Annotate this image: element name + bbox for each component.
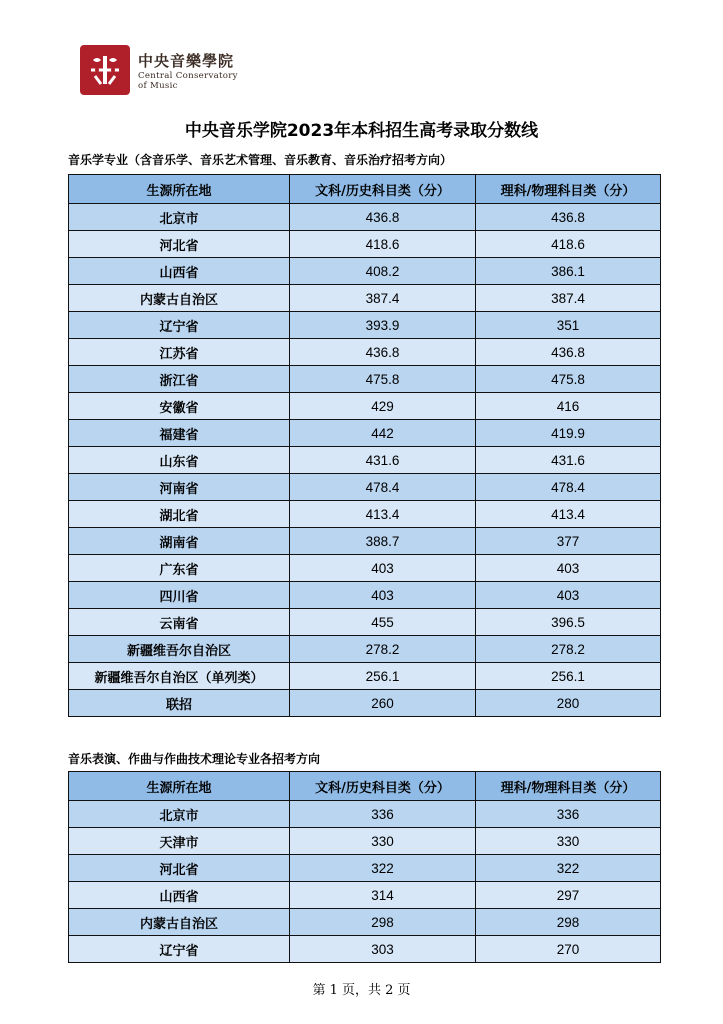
liberal-arts-score-cell: 298 (290, 909, 476, 936)
science-score-cell: 351 (476, 312, 661, 339)
science-score-cell: 475.8 (476, 366, 661, 393)
liberal-arts-score-cell: 278.2 (290, 636, 476, 663)
science-score-cell: 436.8 (476, 339, 661, 366)
liberal-arts-score-cell: 330 (290, 828, 476, 855)
logo-english-line2: of Music (138, 80, 178, 91)
table-row (69, 855, 661, 882)
section1-score-table (68, 174, 661, 717)
liberal-arts-score-cell: 388.7 (290, 528, 476, 555)
document-title: 中央音乐学院2023年本科招生高考录取分数线 (184, 121, 539, 141)
liberal-arts-score-cell: 442 (290, 420, 476, 447)
region-cell: 云南省 (69, 609, 290, 636)
region-cell: 浙江省 (69, 366, 290, 393)
logo-emblem-icon (80, 45, 130, 95)
liberal-arts-score-cell: 256.1 (290, 663, 476, 690)
region-cell: 四川省 (69, 582, 290, 609)
region-cell: 辽宁省 (69, 936, 290, 963)
science-score-cell: 256.1 (476, 663, 661, 690)
table-row (69, 393, 661, 420)
page-footer: 第 1 页，共 2 页 (312, 983, 411, 998)
science-score-cell: 431.6 (476, 447, 661, 474)
table-row (69, 909, 661, 936)
science-score-cell: 418.6 (476, 231, 661, 258)
logo-english-line1: Central Conservatory (138, 70, 238, 81)
region-cell: 北京市 (69, 801, 290, 828)
science-score-cell: 330 (476, 828, 661, 855)
science-score-cell: 386.1 (476, 258, 661, 285)
region-cell: 江苏省 (69, 339, 290, 366)
science-score-cell: 396.5 (476, 609, 661, 636)
liberal-arts-score-cell: 393.9 (290, 312, 476, 339)
region-cell: 安徽省 (69, 393, 290, 420)
column-header: 文科/历史科目类（分） (290, 175, 476, 204)
region-cell: 北京市 (69, 204, 290, 231)
table-row (69, 312, 661, 339)
liberal-arts-score-cell: 322 (290, 855, 476, 882)
science-score-cell: 419.9 (476, 420, 661, 447)
liberal-arts-score-cell: 413.4 (290, 501, 476, 528)
logo-text (138, 50, 238, 91)
table-row (69, 801, 661, 828)
table-row (69, 555, 661, 582)
region-cell: 内蒙古自治区 (69, 285, 290, 312)
liberal-arts-score-cell: 260 (290, 690, 476, 717)
science-score-cell: 416 (476, 393, 661, 420)
column-header: 生源所在地 (69, 175, 290, 204)
region-cell: 广东省 (69, 555, 290, 582)
region-cell: 新疆维吾尔自治区 (69, 636, 290, 663)
region-cell: 福建省 (69, 420, 290, 447)
column-header: 理科/物理科目类（分） (476, 175, 661, 204)
liberal-arts-score-cell: 475.8 (290, 366, 476, 393)
section1-label: 音乐学专业（含音乐学、音乐艺术管理、音乐教育、音乐治疗招考方向） (68, 153, 453, 167)
table-row (69, 936, 661, 963)
table-row (69, 339, 661, 366)
table-row (69, 828, 661, 855)
column-header: 理科/物理科目类（分） (476, 772, 661, 801)
column-header: 文科/历史科目类（分） (290, 772, 476, 801)
liberal-arts-score-cell: 387.4 (290, 285, 476, 312)
table-row (69, 882, 661, 909)
science-score-cell: 322 (476, 855, 661, 882)
table-row (69, 663, 661, 690)
liberal-arts-score-cell: 336 (290, 801, 476, 828)
region-cell: 内蒙古自治区 (69, 909, 290, 936)
liberal-arts-score-cell: 403 (290, 555, 476, 582)
liberal-arts-score-cell: 303 (290, 936, 476, 963)
region-cell: 山西省 (69, 258, 290, 285)
liberal-arts-score-cell: 403 (290, 582, 476, 609)
table-row (69, 501, 661, 528)
region-cell: 河南省 (69, 474, 290, 501)
science-score-cell: 436.8 (476, 204, 661, 231)
science-score-cell: 278.2 (476, 636, 661, 663)
table-row (69, 366, 661, 393)
table-row (69, 231, 661, 258)
region-cell: 天津市 (69, 828, 290, 855)
liberal-arts-score-cell: 436.8 (290, 204, 476, 231)
table-header-row (69, 175, 661, 204)
table-row (69, 609, 661, 636)
region-cell: 新疆维吾尔自治区（单列类） (69, 663, 290, 690)
liberal-arts-score-cell: 314 (290, 882, 476, 909)
section2-label: 音乐表演、作曲与作曲技术理论专业各招考方向 (68, 752, 321, 766)
region-cell: 辽宁省 (69, 312, 290, 339)
liberal-arts-score-cell: 429 (290, 393, 476, 420)
table-header-row (69, 772, 661, 801)
region-cell: 湖北省 (69, 501, 290, 528)
liberal-arts-score-cell: 431.6 (290, 447, 476, 474)
section2-score-table (68, 771, 661, 963)
liberal-arts-score-cell: 436.8 (290, 339, 476, 366)
region-cell: 湖南省 (69, 528, 290, 555)
logo-chinese-name: 中央音樂學院 (138, 51, 235, 70)
liberal-arts-score-cell: 418.6 (290, 231, 476, 258)
table-row (69, 420, 661, 447)
table-row (69, 528, 661, 555)
table-row (69, 582, 661, 609)
science-score-cell: 413.4 (476, 501, 661, 528)
region-cell: 河北省 (69, 855, 290, 882)
liberal-arts-score-cell: 408.2 (290, 258, 476, 285)
science-score-cell: 403 (476, 555, 661, 582)
science-score-cell: 297 (476, 882, 661, 909)
science-score-cell: 403 (476, 582, 661, 609)
table-row (69, 204, 661, 231)
table-row (69, 690, 661, 717)
science-score-cell: 387.4 (476, 285, 661, 312)
science-score-cell: 478.4 (476, 474, 661, 501)
science-score-cell: 336 (476, 801, 661, 828)
region-cell: 河北省 (69, 231, 290, 258)
liberal-arts-score-cell: 478.4 (290, 474, 476, 501)
science-score-cell: 298 (476, 909, 661, 936)
table-row (69, 636, 661, 663)
region-cell: 山东省 (69, 447, 290, 474)
science-score-cell: 280 (476, 690, 661, 717)
column-header: 生源所在地 (69, 772, 290, 801)
table-row (69, 447, 661, 474)
table-row (69, 258, 661, 285)
science-score-cell: 270 (476, 936, 661, 963)
science-score-cell: 377 (476, 528, 661, 555)
table-row (69, 285, 661, 312)
region-cell: 联招 (69, 690, 290, 717)
logo (80, 38, 272, 102)
table-row (69, 474, 661, 501)
region-cell: 山西省 (69, 882, 290, 909)
liberal-arts-score-cell: 455 (290, 609, 476, 636)
emblem-icon (85, 50, 125, 90)
